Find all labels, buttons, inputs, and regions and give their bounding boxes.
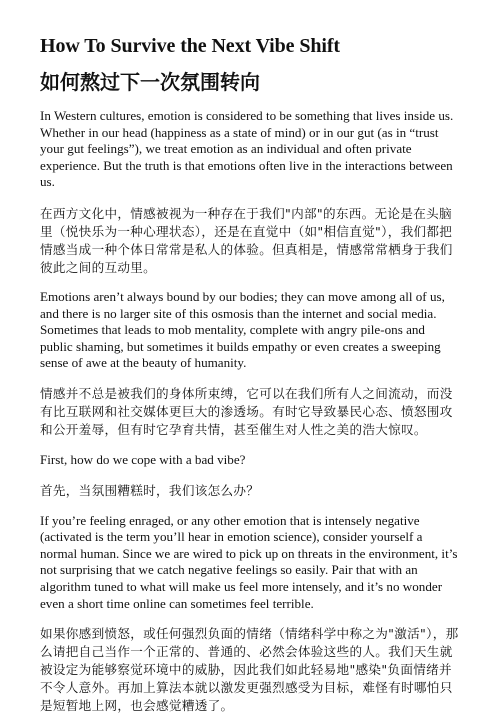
- article-title-english: How To Survive the Next Vibe Shift: [40, 35, 340, 57]
- article: [40, 34, 460, 715]
- paragraph-chinese: 如果你感到愤怒，或任何强烈负面的情绪（情绪科学中称之为"激活"），那么请把自己当作一个正常的、普通的、必然会体验这些的人。我们天生就被设定为能够察觉环境中的威胁，因此我们如此轻易地"感染"负面情绪并不令人意外。再加上算法本就以激发更强烈感受为目标，难怪有时哪怕只是短暂地上网，也会感觉糟透了。: [40, 626, 459, 714]
- paragraph-chinese: 在西方文化中，情感被视为一种存在于我们"内部"的东西。无论是在头脑里（悦快乐为一种心理状态），还是在直觉中（如"相信直觉"），我们都把情感当成一种个体日常常是私人的体验。但真相是，情感常常栖身于我们彼此之间的互动里。: [40, 205, 453, 275]
- article-title-chinese: 如何熬过下一次氛围转向: [40, 70, 260, 94]
- paragraph-english: In Western cultures, emotion is considered to be something that lives inside us. Whether in our head (happiness as a state of mind) or in our gut (as in “trust your gut feelings”), we treat emotion as an individual and often private experience. But the truth is that emotions often live in the interactions between us.: [40, 108, 454, 190]
- paragraph-english: If you’re feeling enraged, or any other emotion that is intensely negative (activated is the term you’ll hear in emotion science), consider yourself a normal human. Since we are wired to pick up on threats in the environment, it’s not surprising that we catch negative feelings so easily. Pair that with an algorithm tuned to what will make us feel more intensely, and it’s no wonder even a short time online can sometimes feel terrible.: [40, 512, 458, 611]
- paragraph-english: First, how do we cope with a bad vibe?: [40, 451, 246, 467]
- paragraph-chinese: 情感并不总是被我们的身体所束缚，它可以在我们所有人之间流动，而没有比互联网和社交媒体更巨大的渗透场。有时它导致暴民心态、愤怒围攻和公开羞辱，但有时它孕育共情，甚至催生对人性之美的浩大惊叹。: [40, 385, 453, 437]
- paragraph-chinese: 首先，当氛围糟糕时，我们该怎么办？: [40, 482, 260, 498]
- paragraph-english: Emotions aren’t always bound by our bodies; they can move among all of us, and there is no larger site of this osmosis than the internet and social media. Sometimes that leads to mob mentality, complete with angry pile-ons and public shaming, but sometimes it builds empathy or even creates a sweeping sense of awe at the beauty of humanity.: [40, 288, 445, 371]
